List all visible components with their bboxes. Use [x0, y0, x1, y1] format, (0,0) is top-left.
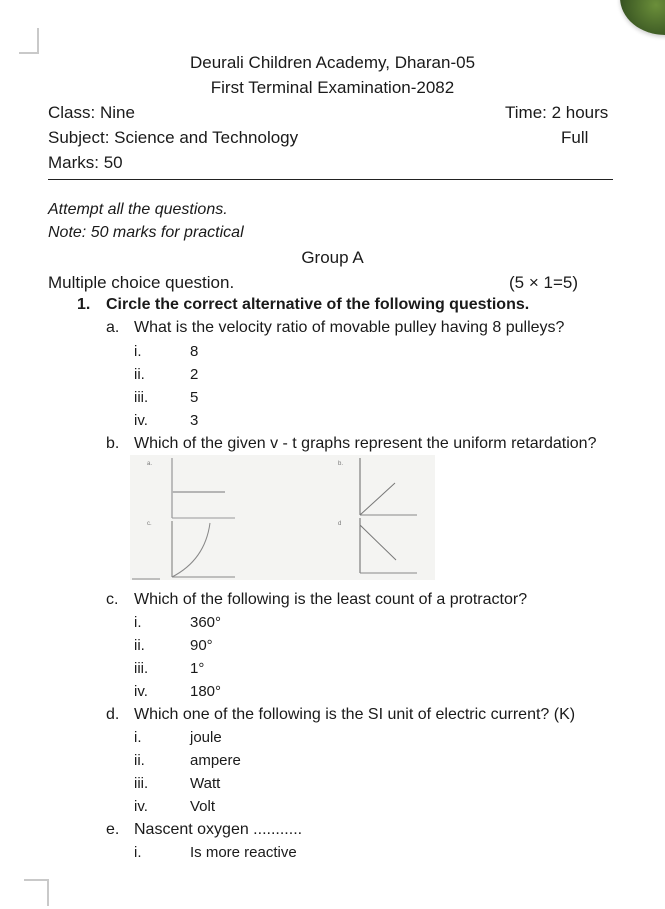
option-number: iii. [134, 660, 149, 677]
option-text[interactable]: 1° [190, 660, 205, 677]
time-label: Time: 2 hours [505, 103, 609, 122]
option-number: i. [134, 343, 142, 360]
option-number: i. [134, 614, 142, 631]
marks-label: Marks: 50 [48, 153, 123, 172]
instruction-line2: Note: 50 marks for practical [48, 224, 244, 241]
section-marks: (5 × 1=5) [509, 273, 578, 292]
option-number: iv. [134, 798, 148, 815]
vt-graphs-svg [130, 455, 435, 580]
group-title: Group A [301, 248, 364, 267]
graph-c [172, 521, 235, 577]
option-number: iii. [134, 775, 149, 792]
subject-label: Subject: Science and Technology [48, 128, 299, 147]
question-text: Nascent oxygen ........... [134, 821, 303, 838]
question-label: c. [106, 591, 119, 608]
corner-photo [620, 0, 665, 35]
graph-label-c: c. [147, 521, 152, 527]
question-label: d. [106, 706, 120, 723]
question-text: Which one of the following is the SI unit of electric current? (K) [134, 706, 576, 723]
question-text: What is the velocity ratio of movable pulley having 8 pulleys? [134, 319, 565, 336]
header-divider [48, 179, 613, 180]
option-text[interactable]: 5 [190, 389, 199, 406]
option-text[interactable]: Is more reactive [190, 844, 297, 861]
school-name: Deurali Children Academy, Dharan-05 [189, 53, 476, 72]
option-text[interactable]: ampere [190, 752, 241, 769]
full-label: Full [561, 128, 589, 147]
graph-a [172, 458, 235, 518]
question-text: Which of the given v - t graphs represent the uniform retardation? [134, 435, 597, 452]
class-label: Class: Nine [48, 103, 135, 122]
vt-graphs-image [130, 455, 435, 580]
graph-label-a: a. [147, 461, 153, 467]
option-text[interactable]: 3 [190, 412, 199, 429]
question-label: b. [106, 435, 120, 452]
option-number: iv. [134, 412, 148, 429]
exam-title: First Terminal Examination-2082 [210, 78, 455, 97]
question-label: a. [106, 319, 120, 336]
instruction-line1: Attempt all the questions. [48, 201, 228, 218]
option-text[interactable]: 360° [190, 614, 222, 631]
option-text[interactable]: 180° [190, 683, 222, 700]
option-text[interactable]: Watt [190, 775, 221, 792]
option-text[interactable]: 90° [190, 637, 213, 654]
graph-b [360, 458, 417, 515]
option-text[interactable]: joule [190, 729, 222, 746]
crop-mark-top-left [19, 28, 39, 54]
option-number: iii. [134, 389, 149, 406]
option-number: ii. [134, 752, 145, 769]
section-title: Multiple choice question. [48, 273, 235, 292]
option-text[interactable]: 8 [190, 343, 199, 360]
option-number: i. [134, 844, 142, 861]
option-number: ii. [134, 637, 145, 654]
main-question-text: Circle the correct alternative of the following questions. [106, 296, 530, 313]
graph-label-d: d [338, 521, 342, 527]
option-number: ii. [134, 366, 145, 383]
option-number: iv. [134, 683, 148, 700]
crop-mark-bottom-left [24, 879, 49, 906]
main-question-number: 1. [77, 296, 91, 313]
option-text[interactable]: Volt [190, 798, 216, 815]
graph-d [360, 518, 417, 573]
graph-label-b: b. [338, 461, 344, 467]
question-text: Which of the following is the least count of a protractor? [134, 591, 528, 608]
option-number: i. [134, 729, 142, 746]
question-label: e. [106, 821, 120, 838]
option-text[interactable]: 2 [190, 366, 199, 383]
